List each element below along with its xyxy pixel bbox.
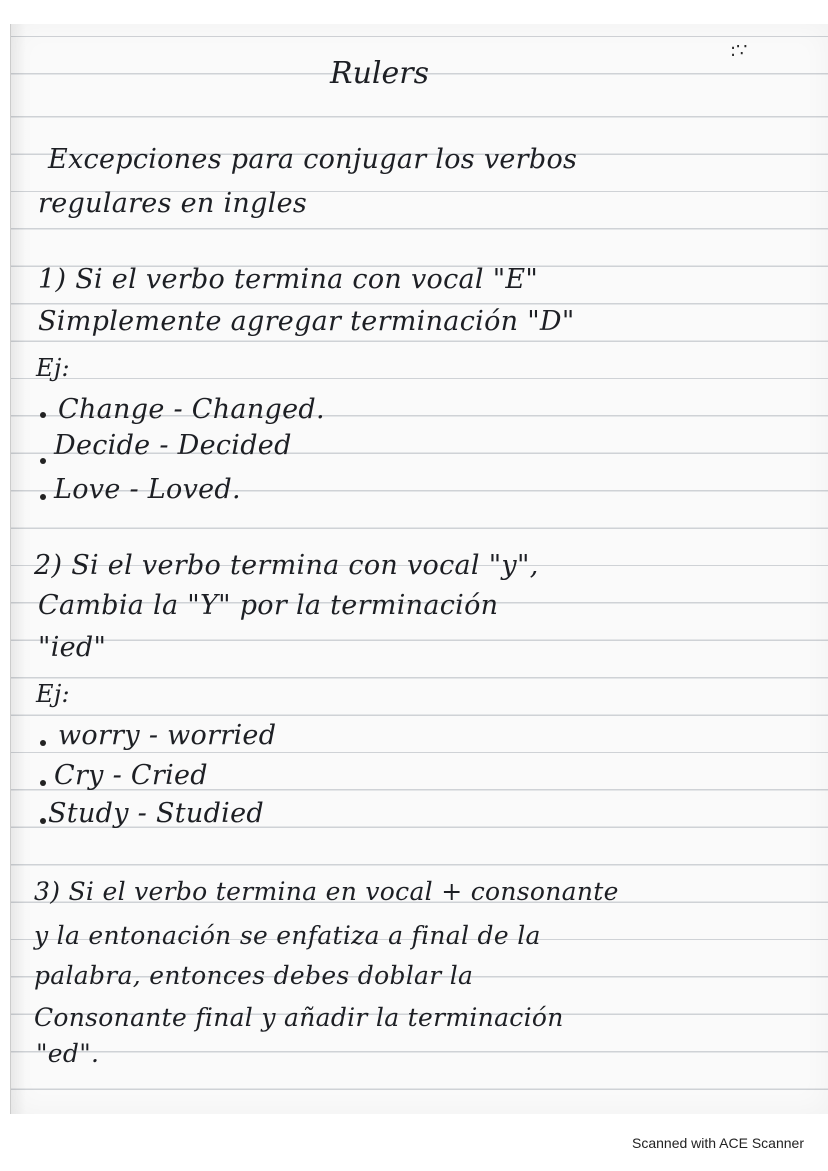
bullet-icon (40, 740, 46, 746)
page-title: Rulers (330, 56, 429, 91)
rule1-line-2: Simplemente agregar terminación "D" (38, 306, 575, 337)
page-edge-shadow (10, 24, 26, 1114)
rule3-line-3: palabra, entonces debes doblar la (34, 961, 474, 990)
bullet-icon (40, 458, 46, 464)
rule2-line-1: 2) Si el verbo termina con vocal "y", (34, 550, 539, 581)
rule2-line-3: "ied" (38, 632, 107, 663)
intro-line-2: regulares en ingles (38, 188, 308, 219)
rule2-example-1: worry - worried (58, 720, 277, 751)
bullet-icon (40, 494, 46, 500)
rule2-example-3: Study - Studied (48, 798, 264, 829)
rule3-line-4: Consonante final y añadir la terminación (34, 1003, 564, 1032)
bullet-icon (40, 412, 46, 418)
bullet-icon (40, 818, 46, 824)
rule1-example-1: Change - Changed. (58, 394, 325, 425)
corner-mark: :∵ (730, 40, 748, 61)
rule1-example-3: Love - Loved. (54, 474, 241, 505)
bullet-icon (40, 780, 46, 786)
rule2-line-2: Cambia la "Y" por la terminación (38, 590, 499, 621)
rule1-line-1: 1) Si el verbo termina con vocal "E" (38, 264, 539, 295)
rule2-example-2: Cry - Cried (54, 760, 208, 791)
rule2-example-label: Ej: (36, 680, 70, 708)
rule3-line-1: 3) Si el verbo termina en vocal + consonante (34, 877, 619, 906)
intro-line-1: Excepciones para conjugar los verbos (48, 144, 578, 175)
rule1-example-2: Decide - Decided (54, 430, 292, 461)
rule3-line-5: "ed". (36, 1039, 100, 1068)
scanner-watermark: Scanned with ACE Scanner (632, 1135, 804, 1151)
rule1-example-label: Ej: (36, 354, 70, 382)
rule3-line-2: y la entonación se enfatiza a final de la (34, 921, 541, 950)
